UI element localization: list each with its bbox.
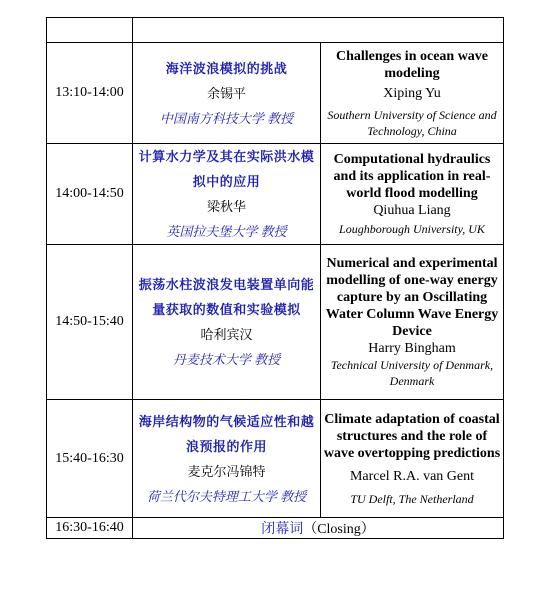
closing-zh: 闭幕词 [261,522,304,537]
en-affiliation: TU Delft, The Netherland [350,491,474,506]
time-cell: 14:00-14:50 [47,144,133,245]
en-affiliation: Loughborough University, UK [339,222,485,236]
zh-title: 计算水力学及其在实际洪水模拟中的应用 [138,149,315,189]
zh-affiliation: 丹麦技术大学 教授 [172,352,281,367]
table-row [47,245,504,400]
time-cell: 15:40-16:30 [47,400,133,518]
zh-title: 振荡水柱波浪发电装置单向能量获取的数值和实验模拟 [138,277,315,317]
zh-speaker: 梁秋华 [206,199,246,214]
table-row [47,400,504,518]
closing-cell [133,518,504,539]
table-row [47,144,504,245]
header-row [47,18,504,43]
closing-en: （Closing） [303,522,375,537]
en-affiliation: Technical University of Denmark, Denmark [330,358,494,388]
zh-cell [133,400,321,518]
en-cell [321,43,504,144]
en-speaker: Qiuhua Liang [373,203,451,218]
zh-cell [133,245,321,400]
header-cell-time [47,18,133,43]
zh-cell [133,43,321,144]
header-cell-topic [133,18,504,43]
closing-row [47,518,504,539]
time-cell: 14:50-15:40 [47,245,133,400]
zh-affiliation: 荷兰代尔夫特理工大学 教授 [146,488,307,504]
zh-speaker: 余锡平 [206,85,246,101]
time-cell: 13:10-14:00 [47,43,133,144]
schedule-table [46,17,504,539]
en-cell [321,245,504,400]
zh-speaker: 哈利宾汉 [200,327,253,342]
table-row [47,43,504,144]
zh-affiliation: 中国南方科技大学 教授 [159,110,294,126]
en-title: Computational hydraulics and its application in real-world flood modelling [333,152,491,201]
en-cell [321,400,504,518]
zh-title: 海洋波浪模拟的挑战 [165,60,288,76]
en-speaker: Xiping Yu [383,85,441,101]
en-speaker: Harry Bingham [368,341,456,356]
en-title: Climate adaptation of coastal structures and the role of wave overtopping predictions [323,411,501,461]
zh-affiliation: 英国拉夫堡大学 教授 [166,224,287,239]
zh-cell [133,144,321,245]
en-title: Numerical and experimental modelling of one-way energy capture by an Oscillating Water Column Wave Energy Device [325,256,499,339]
en-speaker: Marcel R.A. van Gent [349,468,475,484]
zh-title: 海岸结构物的气候适应性和越浪预报的作用 [138,413,315,454]
time-cell: 16:30-16:40 [47,518,133,539]
en-title: Challenges in ocean wave modeling [335,48,489,81]
en-affiliation: Southern University of Science and Technology, China [327,107,497,138]
en-cell [321,144,504,245]
zh-speaker: 麦克尔冯锦特 [187,463,266,479]
